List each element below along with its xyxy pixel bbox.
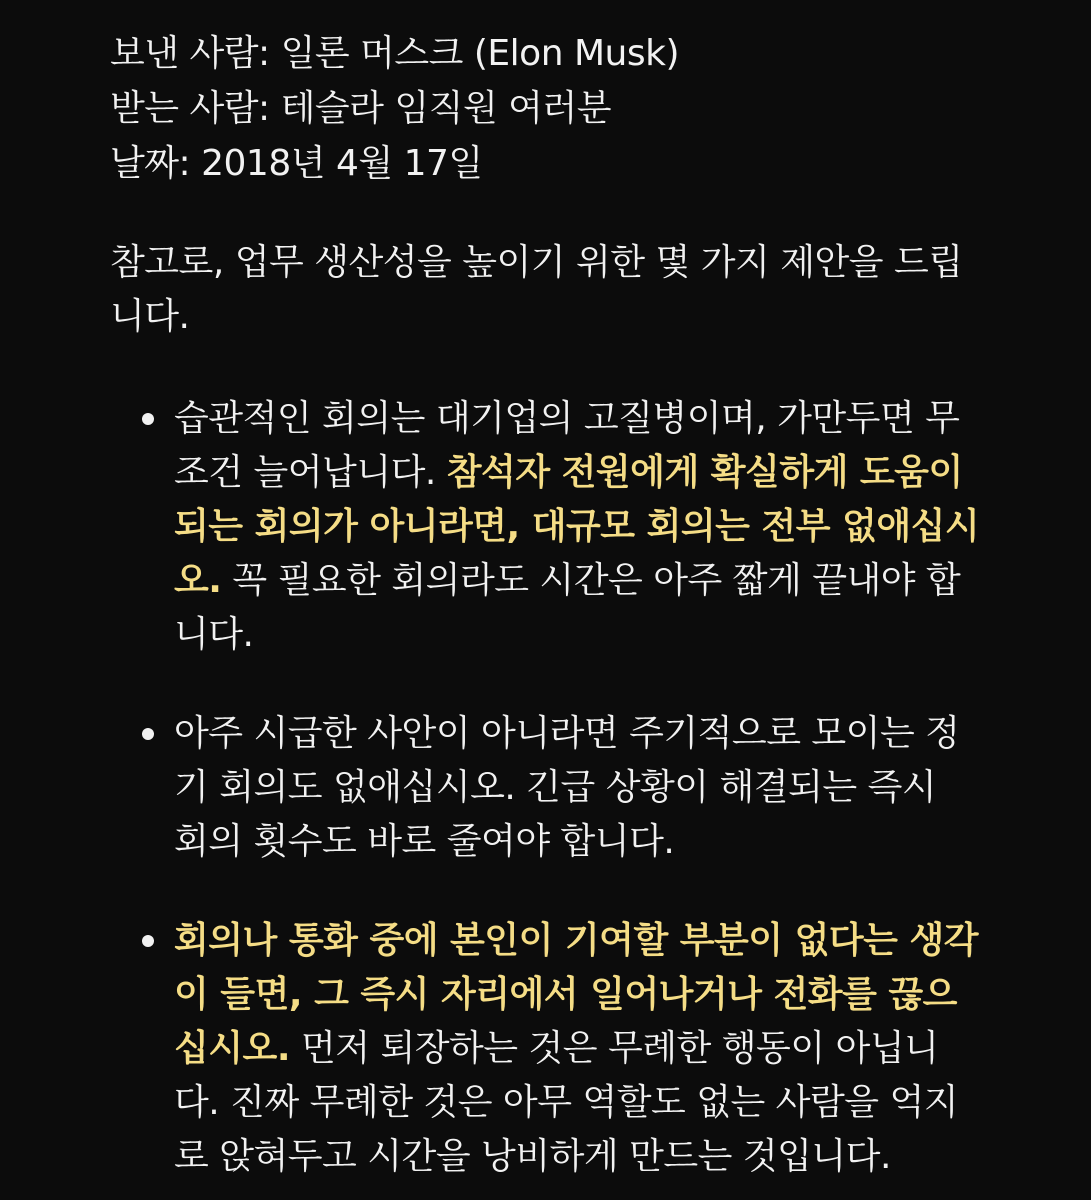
- date-line: 날짜: 2018년 4월 17일: [110, 143, 483, 184]
- highlighted-text: 오.: [174, 560, 222, 601]
- intro-paragraph: [110, 236, 990, 344]
- bullet-line: 아주 시급한 사안이 아니라면 주기적으로 모이는 정: [174, 713, 960, 754]
- highlighted-line: 이 들면, 그 즉시 자리에서 일어나거나 전화를 끊으: [174, 974, 957, 1015]
- plain-text: 조건 늘어납니다.: [174, 452, 447, 493]
- memo-header: [110, 26, 990, 191]
- plain-text: 먼저 퇴장하는 것은 무례한 행동이 아닙니: [290, 1028, 939, 1069]
- bullet-line: 기 회의도 없애십시오. 긴급 상황이 해결되는 즉시: [174, 767, 937, 808]
- bullet-dot-icon: [142, 728, 154, 740]
- highlighted-line: 되는 회의가 아니라면, 대규모 회의는 전부 없애십시: [174, 506, 980, 547]
- bullet-text: [174, 914, 994, 1184]
- bullet-line: [174, 1022, 994, 1076]
- plain-text: 꼭 필요한 회의라도 시간은 아주 짧게 끝내야 합: [221, 560, 961, 601]
- intro-line: 참고로, 업무 생산성을 높이기 위한 몇 가지 제안을 드립: [110, 242, 963, 283]
- bullet-line: [174, 446, 994, 500]
- bullet-line: 습관적인 회의는 대기업의 고질병이며, 가만두면 무: [174, 398, 960, 439]
- bullet-line: 회의 횟수도 바로 줄여야 합니다.: [174, 821, 675, 862]
- intro-line: 니다.: [110, 296, 190, 337]
- bullet-line: 로 앉혀두고 시간을 낭비하게 만드는 것입니다.: [174, 1136, 891, 1177]
- bullet-dot-icon: [142, 413, 154, 425]
- bullet-line: 니다.: [174, 614, 254, 655]
- highlighted-text: 참석자 전원에게 확실하게 도움이: [446, 452, 963, 493]
- bullet-line: 다. 진짜 무례한 것은 아무 역할도 없는 사람을 억지: [174, 1082, 959, 1123]
- bullet-text: [174, 707, 994, 869]
- bullet-line: [174, 554, 994, 608]
- bullet-dot-icon: [142, 935, 154, 947]
- recipient-line: 받는 사람: 테슬라 임직원 여러분: [110, 88, 611, 129]
- sender-line: 보낸 사람: 일론 머스크 (Elon Musk): [110, 33, 679, 74]
- bullet-text: [174, 392, 994, 662]
- highlighted-text: 십시오.: [174, 1028, 291, 1069]
- highlighted-line: 회의나 통화 중에 본인이 기여할 부분이 없다는 생각: [174, 920, 979, 961]
